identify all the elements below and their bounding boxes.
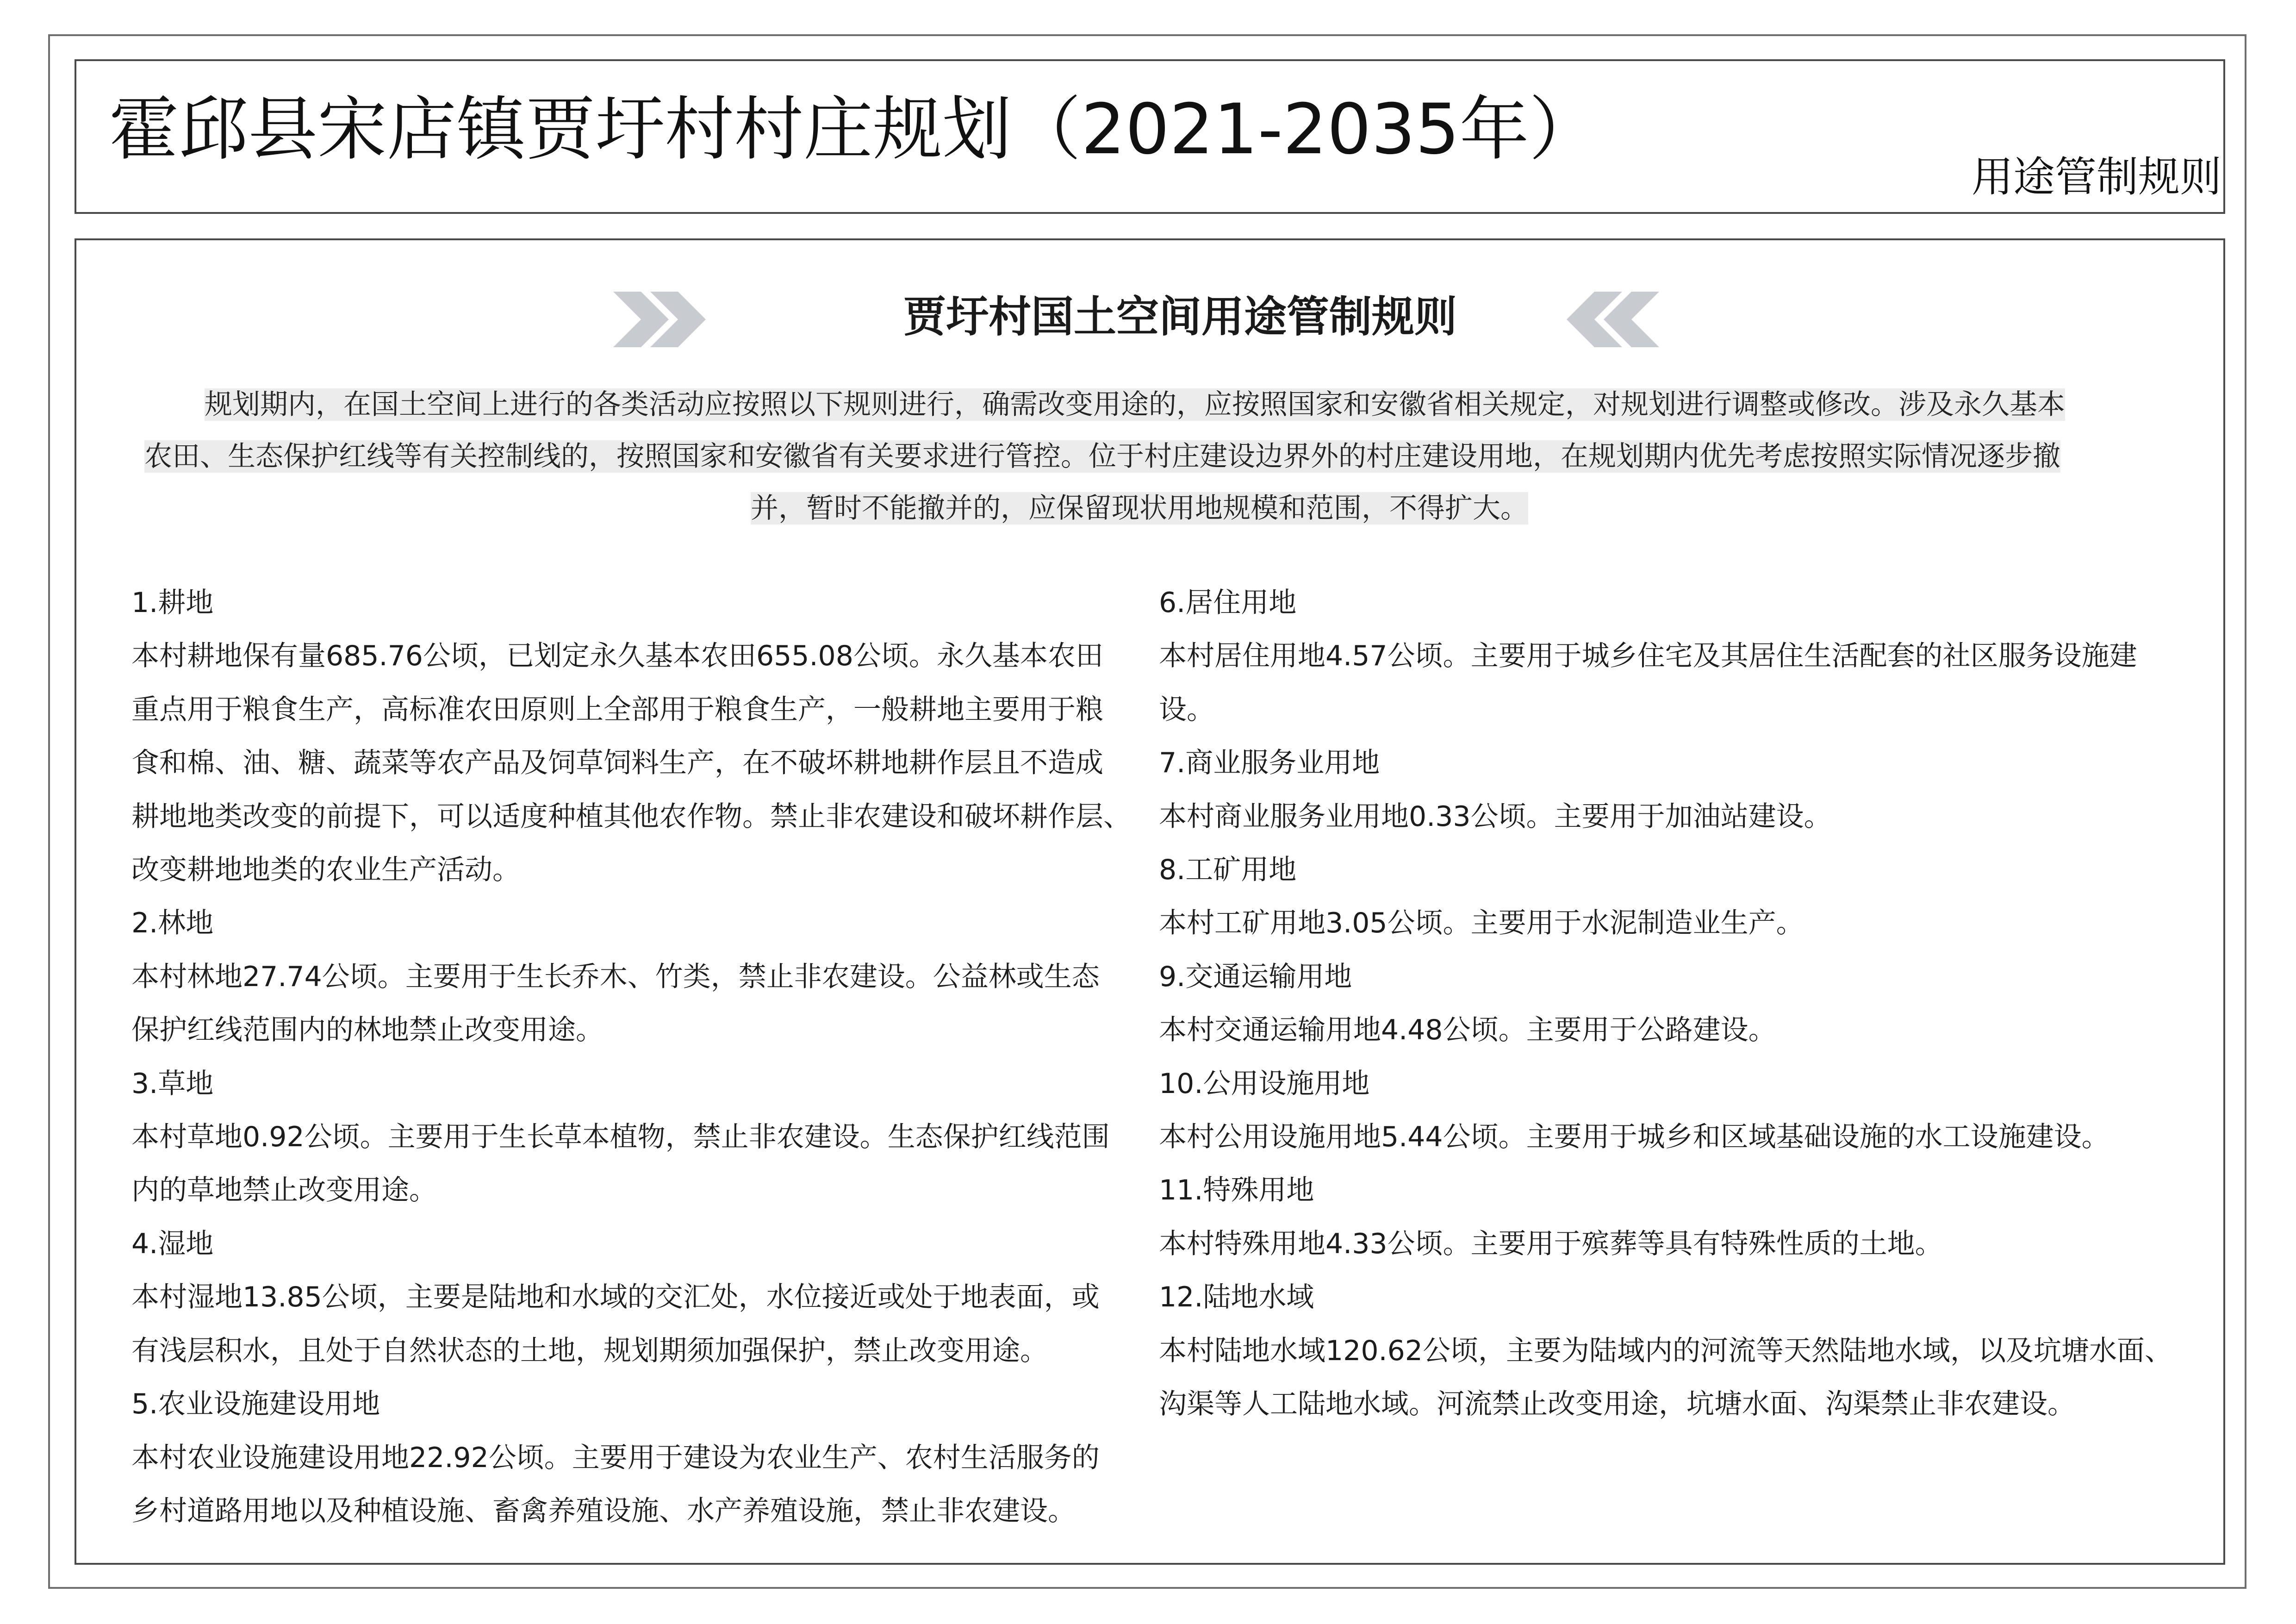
rule-title: 8.工矿用地 bbox=[1159, 854, 1297, 887]
rule-title: 10.公用设施用地 bbox=[1159, 1067, 1370, 1100]
rule-body bbox=[1159, 1218, 2200, 1271]
rule-title: 9.交通运输用地 bbox=[1159, 960, 1352, 993]
rule-item bbox=[131, 1057, 1154, 1218]
rule-line: 沟渠等人工陆地水域。河流禁止改变用途，坑塘水面、沟渠禁止非农建设。 bbox=[1159, 1388, 2075, 1421]
rule-title: 5.农业设施建设用地 bbox=[131, 1388, 380, 1421]
rule-item bbox=[1159, 737, 2200, 843]
rule-body bbox=[1159, 897, 2200, 950]
rule-body bbox=[131, 1111, 1154, 1218]
rule-title: 1.耕地 bbox=[131, 587, 214, 619]
rule-line: 本村耕地保有量685.76公顷，已划定永久基本农田655.08公顷。永久基本农田 bbox=[131, 640, 1103, 673]
rule-line: 内的草地禁止改变用途。 bbox=[131, 1174, 437, 1207]
rule-item bbox=[131, 1378, 1154, 1538]
rule-title: 2.林地 bbox=[131, 907, 214, 940]
section-heading: 贾圩村国土空间用途管制规则 bbox=[903, 292, 1457, 342]
rule-item bbox=[131, 897, 1154, 1057]
rule-line: 本村商业服务业用地0.33公顷。主要用于加油站建设。 bbox=[1159, 800, 1832, 833]
rule-line: 本村交通运输用地4.48公顷。主要用于公路建设。 bbox=[1159, 1014, 1776, 1047]
rule-title: 11.特殊用地 bbox=[1159, 1174, 1314, 1207]
rule-line: 本村林地27.74公顷。主要用于生长乔木、竹类，禁止非农建设。公益林或生态 bbox=[131, 960, 1100, 993]
rule-line: 本村农业设施建设用地22.92公顷。主要用于建设为农业生产、农村生活服务的 bbox=[131, 1441, 1100, 1474]
rule-item bbox=[131, 1218, 1154, 1378]
rule-line: 食和棉、油、糖、蔬菜等农产品及饲草饲料生产，在不破坏耕地耕作层且不造成 bbox=[131, 747, 1103, 780]
rule-line: 本村居住用地4.57公顷。主要用于城乡住宅及其居住生活配套的社区服务设施建 bbox=[1159, 640, 2137, 673]
intro-line: 并，暂时不能撤并的，应保留现状用地规模和范围，不得扩大。 bbox=[751, 492, 1528, 525]
rule-title: 6.居住用地 bbox=[1159, 587, 1297, 619]
rule-body bbox=[1159, 1004, 2200, 1057]
rule-line: 本村陆地水域120.62公顷，主要为陆域内的河流等天然陆地水域，以及坑塘水面、 bbox=[1159, 1334, 2172, 1367]
rule-line: 保护红线范围内的林地禁止改变用途。 bbox=[131, 1014, 604, 1047]
rule-line: 改变耕地地类的农业生产活动。 bbox=[131, 854, 520, 887]
rule-body bbox=[131, 630, 1154, 897]
rule-body bbox=[131, 1431, 1154, 1538]
rule-item bbox=[1159, 1057, 2200, 1164]
rule-line: 有浅层积水，且处于自然状态的土地，规划期须加强保护，禁止改变用途。 bbox=[131, 1334, 1048, 1367]
rule-item bbox=[131, 576, 1154, 897]
rule-line: 本村工矿用地3.05公顷。主要用于水泥制造业生产。 bbox=[1159, 907, 1804, 940]
rule-item bbox=[1159, 950, 2200, 1057]
rule-item bbox=[1159, 1271, 2200, 1431]
rule-title: 12.陆地水域 bbox=[1159, 1281, 1314, 1314]
rule-body bbox=[131, 1271, 1154, 1378]
rule-line: 本村湿地13.85公顷，主要是陆地和水域的交汇处，水位接近或处于地表面，或 bbox=[131, 1281, 1100, 1314]
rule-line: 本村草地0.92公顷。主要用于生长草本植物，禁止非农建设。生态保护红线范围 bbox=[131, 1121, 1110, 1154]
rule-line: 乡村道路用地以及种植设施、畜禽养殖设施、水产养殖设施，禁止非农建设。 bbox=[131, 1494, 1076, 1527]
double-chevron-right-icon bbox=[609, 282, 720, 356]
rule-line: 重点用于粮食生产，高标准农田原则上全部用于粮食生产，一般耕地主要用于粮 bbox=[131, 693, 1103, 726]
rule-title: 3.草地 bbox=[131, 1067, 214, 1100]
rule-body bbox=[1159, 1111, 2200, 1164]
rule-item bbox=[1159, 843, 2200, 950]
rule-body bbox=[131, 950, 1154, 1057]
intro-line: 农田、生态保护红线等有关控制线的，按照国家和安徽省有关要求进行管控。位于村庄建设边界外的村庄建设用地，在规划期内优先考虑按照实际情况逐步撤 bbox=[144, 440, 2060, 473]
rule-body bbox=[1159, 790, 2200, 843]
sheet-name: 用途管制规则 bbox=[1972, 153, 2221, 201]
rules-left-column bbox=[131, 576, 1154, 1538]
rule-line: 耕地地类改变的前提下，可以适度种植其他农作物。禁止非农建设和破坏耕作层、 bbox=[131, 800, 1131, 833]
rule-line: 本村特殊用地4.33公顷。主要用于殡葬等具有特殊性质的土地。 bbox=[1159, 1227, 1943, 1260]
rule-item bbox=[1159, 576, 2200, 737]
rule-item bbox=[1159, 1164, 2200, 1271]
rule-line: 本村公用设施用地5.44公顷。主要用于城乡和区域基础设施的水工设施建设。 bbox=[1159, 1121, 2109, 1154]
intro-line: 规划期内，在国土空间上进行的各类活动应按照以下规则进行，确需改变用途的，应按照国家和安徽省相关规定，对规划进行调整或修改。涉及永久基本 bbox=[205, 388, 2065, 421]
rule-title: 7.商业服务业用地 bbox=[1159, 747, 1380, 780]
rules-right-column bbox=[1159, 576, 2200, 1431]
rule-line: 设。 bbox=[1159, 693, 1214, 726]
rule-title: 4.湿地 bbox=[131, 1227, 214, 1260]
rule-body bbox=[1159, 1324, 2200, 1431]
intro-paragraph bbox=[144, 379, 2134, 534]
rule-body bbox=[1159, 630, 2200, 737]
page-title: 霍邱县宋店镇贾圩村村庄规划（2021-2035年） bbox=[109, 89, 1599, 170]
double-chevron-left-icon bbox=[1553, 282, 1664, 356]
